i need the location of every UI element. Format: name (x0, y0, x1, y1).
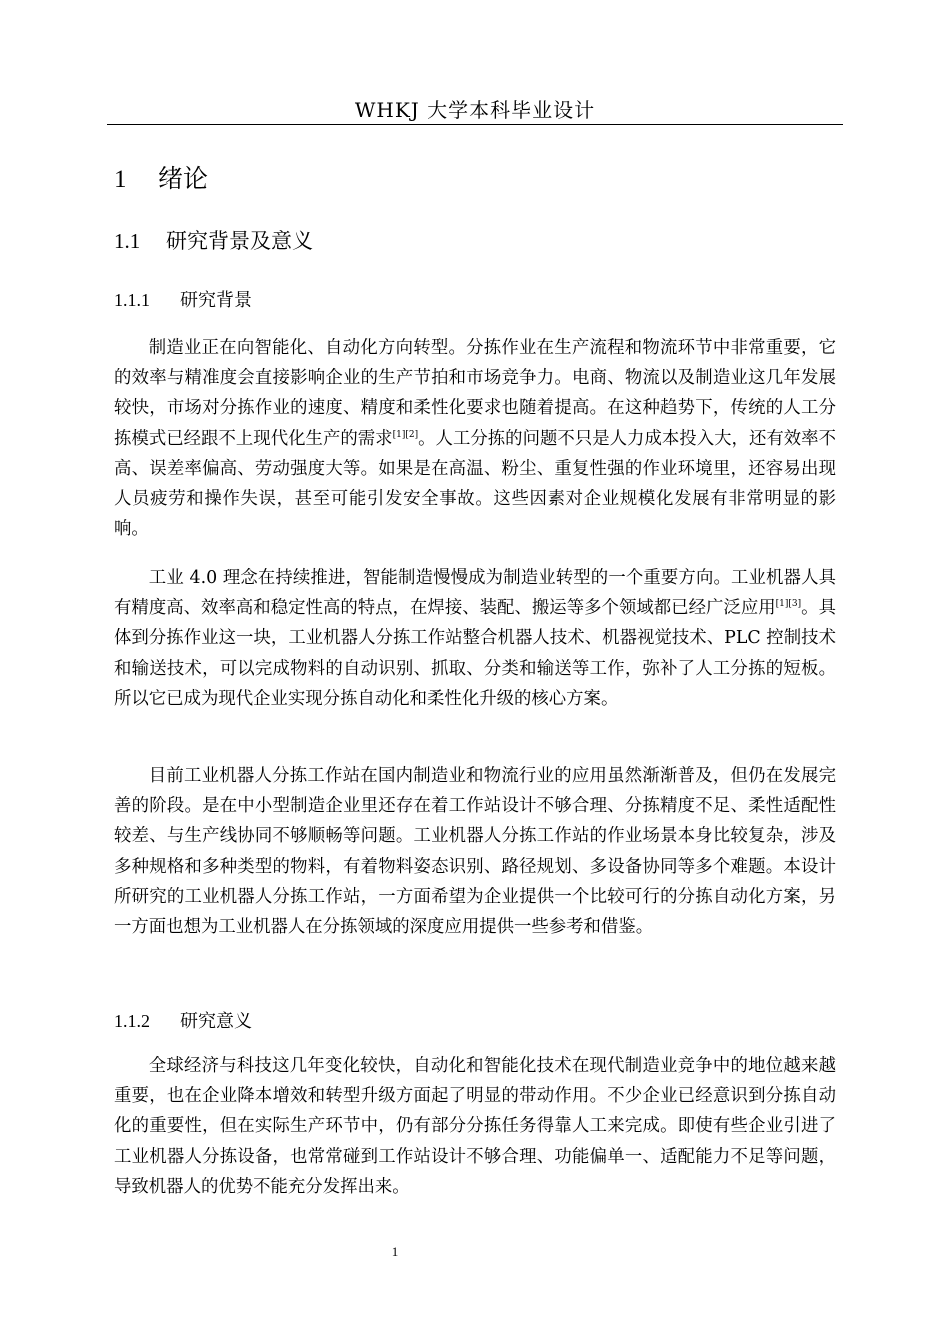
body-paragraph: 全球经济与科技这几年变化较快，自动化和智能化技术在现代制造业竞争中的地位越来越重要，也在企业降本增效和转型升级方面起了明显的带动作用。不少企业已经意识到分拣自动化的重要性，但在实际生产环节中，仍有部分分拣任务得靠人工来完成。即使有些企业引进了工业机器人分拣设备，也常常碰到工作站设计不够合理、功能偏单一、适配能力不足等问题，导致机器人的优势不能充分发挥出来。 (114, 1056, 836, 1197)
chapter-title: 绪论 (158, 164, 209, 193)
paragraph-text: 制造业正在向智能化、自动化方向转型。分拣作业在生产流程和物流环节中非常重要，它的效率与精准度会直接影响企业的生产节拍和市场竞争力。电商、物流以及制造业这几年发展较快，市场对分拣作业的速度、精度和柔性化要求也随着提高。在这种趋势下，传统的人工分拣模式已经跟不上现代化生产的需求 (114, 338, 836, 449)
running-header: WHKJ 大学本科毕业设计 (354, 98, 596, 122)
subsection-heading-background (114, 286, 252, 315)
chapter-heading (114, 162, 208, 197)
paragraph-text: 工业 4.0 理念在持续推进，智能制造慢慢成为制造业转型的一个重要方向。工业机器人具有精度高、效率高和稳定性高的特点，在焊接、装配、搬运等多个领域都已经广泛应用 (114, 568, 836, 619)
body-paragraph (114, 563, 836, 714)
body-paragraph (114, 333, 836, 544)
paragraph-text: 。具体到分拣作业这一块，工业机器人分拣工作站整合机器人技术、机器视觉技术、PLC 控制技术和输送技术，可以完成物料的自动识别、抓取、分类和输送等工作，弥补了人工分拣的短板。所以它已成为现代企业实现分拣自动化和柔性化升级的核心方案。 (114, 598, 836, 709)
section-heading (114, 226, 313, 256)
subsection-number: 1.1.2 (114, 1011, 150, 1031)
subsection-heading-significance (114, 1007, 252, 1036)
citation: [1][3] (775, 599, 802, 610)
citation: [1][2] (392, 429, 419, 440)
section-title: 研究背景及意义 (166, 229, 313, 253)
header-rule (107, 124, 843, 125)
paragraph-text: 。人工分拣的问题不只是人力成本投入大，还有效率不高、误差率偏高、劳动强度大等。如果是在高温、粉尘、重复性强的作业环境里，还容易出现人员疲劳和操作失误，甚至可能引发安全事故。这些因素对企业规模化发展有非常明显的影响。 (114, 428, 836, 540)
subsection-title: 研究意义 (180, 1011, 252, 1032)
page-number: 1 (391, 1244, 399, 1259)
section-number: 1.1 (114, 229, 141, 253)
body-paragraph: 目前工业机器人分拣工作站在国内制造业和物流行业的应用虽然渐渐普及，但仍在发展完善的阶段。是在中小型制造企业里还存在着工作站设计不够合理、分拣精度不足、柔性适配性较差、与生产线协同不够顺畅等问题。工业机器人分拣工作站的作业场景本身比较复杂，涉及多种规格和多种类型的物料，有着物料姿态识别、路径规划、多设备协同等多个难题。本设计所研究的工业机器人分拣工作站，一方面希望为企业提供一个比较可行的分拣自动化方案，另一方面也想为工业机器人在分拣领域的深度应用提供一些参考和借鉴。 (114, 766, 836, 938)
chapter-number: 1 (114, 166, 127, 193)
subsection-number: 1.1.1 (114, 290, 150, 310)
subsection-title: 研究背景 (180, 290, 252, 311)
